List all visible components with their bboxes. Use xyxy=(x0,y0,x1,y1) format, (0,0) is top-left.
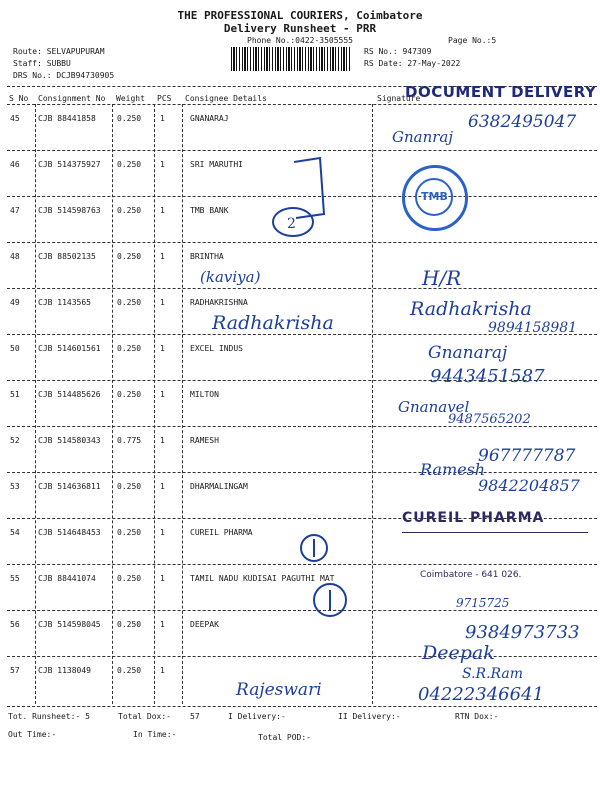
row-pcs: 1 xyxy=(160,528,165,537)
handwritten-signature: H/R xyxy=(422,266,462,290)
row-weight: 0.250 xyxy=(117,252,142,261)
row-consignee: RADHAKRISHNA xyxy=(190,298,248,307)
row-divider xyxy=(7,242,597,243)
row-consignment: CJB 514598045 xyxy=(38,620,101,629)
handwritten-signature: Ramesh xyxy=(420,460,486,479)
rtn-dox: RTN Dox:- xyxy=(455,712,499,721)
row-weight: 0.250 xyxy=(117,390,142,399)
col-consignment: Consignment No xyxy=(38,94,106,103)
cureil-pharma-stamp xyxy=(402,510,592,588)
row-weight: 0.775 xyxy=(117,436,142,445)
circle-scribble xyxy=(268,202,318,242)
row-consignee: TAMIL NADU KUDISAI PAGUTHI MAT xyxy=(190,574,335,583)
row-pcs: 1 xyxy=(160,436,165,445)
handwritten-phone: 6382495047 xyxy=(468,112,577,132)
handwritten-signature: Gnanraj xyxy=(392,128,454,146)
row-consignment: CJB 88502135 xyxy=(38,252,96,261)
row-consignment: CJB 514636811 xyxy=(38,482,101,491)
row-consignment: CJB 88441858 xyxy=(38,114,96,123)
row-consignee: GNANARAJ xyxy=(190,114,229,123)
row-sno: 52 xyxy=(10,436,20,445)
row-sno: 51 xyxy=(10,390,20,399)
row-pcs: 1 xyxy=(160,666,165,675)
row-consignee: EXCEL INDUS xyxy=(190,344,243,353)
handwritten-name: Rajeswari xyxy=(236,680,322,700)
row-sno: 45 xyxy=(10,114,20,123)
row-consignment: CJB 1138049 xyxy=(38,666,91,675)
tmb-bank-stamp xyxy=(402,165,468,231)
cureil-stamp-title: CUREIL PHARMA xyxy=(402,510,545,526)
row-sno: 53 xyxy=(10,482,20,491)
rs-date: RS Date: 27-May-2022 xyxy=(364,59,461,68)
row-pcs: 1 xyxy=(160,252,165,261)
row-consignment: CJB 514375927 xyxy=(38,160,101,169)
handwritten-signature: Deepak xyxy=(422,642,495,664)
row-consignment: CJB 1143565 xyxy=(38,298,91,307)
row-weight: 0.250 xyxy=(117,114,142,123)
col-divider xyxy=(182,104,183,704)
row-sno: 54 xyxy=(10,528,20,537)
handwritten-phone: 9443451587 xyxy=(430,366,545,387)
runsheet-title: Delivery Runsheet - PRR xyxy=(223,22,377,35)
route-label: Route: SELVAPUPURAM xyxy=(13,47,105,56)
row-pcs: 1 xyxy=(160,298,165,307)
row-weight: 0.250 xyxy=(117,160,142,169)
row-divider xyxy=(7,150,597,151)
col-weight: Weight xyxy=(116,94,145,103)
handwritten-phone: 04222346641 xyxy=(418,684,544,705)
col-divider xyxy=(35,104,36,704)
ii-delivery: II Delivery:- xyxy=(338,712,401,721)
handwritten-phone: 9384973733 xyxy=(465,622,580,643)
handwritten-signature: Gnanavel xyxy=(398,398,470,416)
row-consignment: CJB 514580343 xyxy=(38,436,101,445)
col-signature: Signature xyxy=(377,94,421,103)
row-consignee: BRINTHA xyxy=(190,252,224,261)
handwritten-signature: Gnanaraj xyxy=(428,343,508,363)
row-weight: 0.250 xyxy=(117,574,142,583)
row-weight: 0.250 xyxy=(117,344,142,353)
row-consignee: CUREIL PHARMA xyxy=(190,528,253,537)
handwritten-phone: 967777787 xyxy=(478,446,576,466)
row-weight: 0.250 xyxy=(117,528,142,537)
table-header-rule xyxy=(7,104,597,105)
company-title: THE PROFESSIONAL COURIERS, Coimbatore xyxy=(177,9,423,22)
row-sno: 55 xyxy=(10,574,20,583)
phone-number: Phone No.:0422-3505555 xyxy=(247,36,353,45)
row-weight: 0.250 xyxy=(117,206,142,215)
row-sno: 46 xyxy=(10,160,20,169)
total-dox-value: 57 xyxy=(190,712,200,721)
out-time: Out Time:- xyxy=(8,730,57,739)
drs-number: DRS No.: DCJB94730905 xyxy=(13,71,115,80)
col-divider xyxy=(112,104,113,704)
svg-text:2: 2 xyxy=(287,216,296,232)
barcode xyxy=(231,47,351,71)
row-divider xyxy=(7,472,597,473)
handwritten-name: Radhakrisha xyxy=(212,312,334,334)
col-divider xyxy=(154,104,155,704)
col-consignee: Consignee Details xyxy=(185,94,267,103)
row-consignee: RAMESH xyxy=(190,436,219,445)
row-pcs: 1 xyxy=(160,620,165,629)
row-pcs: 1 xyxy=(160,114,165,123)
row-divider xyxy=(7,288,597,289)
row-consignment: CJB 514648453 xyxy=(38,528,101,537)
tmb-stamp-text: TMB xyxy=(421,190,448,203)
row-sno: 47 xyxy=(10,206,20,215)
col-sno: S No xyxy=(9,94,29,103)
page-number: Page No.:5 xyxy=(448,36,497,45)
row-consignment: CJB 88441074 xyxy=(38,574,96,583)
circle-scribble xyxy=(310,580,350,620)
row-pcs: 1 xyxy=(160,344,165,353)
row-divider xyxy=(7,610,597,611)
row-consignment: CJB 514601561 xyxy=(38,344,101,353)
row-divider xyxy=(7,656,597,657)
cureil-stamp-rule xyxy=(402,532,588,533)
handwritten-phone: 9487565202 xyxy=(448,412,531,427)
document-delivery-stamp: DOCUMENT DELIVERY xyxy=(405,83,597,101)
handwritten-phone: 9894158981 xyxy=(488,320,578,336)
row-consignee: TMB BANK xyxy=(190,206,229,215)
row-pcs: 1 xyxy=(160,390,165,399)
col-divider xyxy=(372,104,373,704)
row-pcs: 1 xyxy=(160,482,165,491)
row-weight: 0.250 xyxy=(117,482,142,491)
handwritten-phone: 9715725 xyxy=(456,596,510,610)
handwritten-signature: Radhakrisha xyxy=(410,298,532,320)
total-dox-label: Total Dox:- xyxy=(118,712,171,721)
row-weight: 0.250 xyxy=(117,298,142,307)
row-sno: 57 xyxy=(10,666,20,675)
row-weight: 0.250 xyxy=(117,620,142,629)
footer-rule xyxy=(7,706,597,707)
i-delivery: I Delivery:- xyxy=(228,712,286,721)
total-pod: Total POD:- xyxy=(258,733,311,742)
tot-runsheet: Tot. Runsheet:- 5 xyxy=(8,712,90,721)
row-consignee: DHARMALINGAM xyxy=(190,482,248,491)
staff-label: Staff: SUBBU xyxy=(13,59,71,68)
row-sno: 48 xyxy=(10,252,20,261)
row-consignee: DEEPAK xyxy=(190,620,219,629)
cureil-stamp-city: Coimbatore - 641 026. xyxy=(420,570,522,580)
row-consignee: MILTON xyxy=(190,390,219,399)
row-sno: 49 xyxy=(10,298,20,307)
row-sno: 50 xyxy=(10,344,20,353)
row-consignment: CJB 514598763 xyxy=(38,206,101,215)
row-pcs: 1 xyxy=(160,206,165,215)
rs-number: RS No.: 947309 xyxy=(364,47,432,56)
row-consignment: CJB 514485626 xyxy=(38,390,101,399)
row-consignee: SRI MARUTHI xyxy=(190,160,243,169)
handwritten-phone: 9842204857 xyxy=(478,476,580,495)
handwritten-name: (kaviya) xyxy=(200,268,261,286)
row-sno: 56 xyxy=(10,620,20,629)
circle-scribble xyxy=(296,530,332,566)
col-pcs: PCS xyxy=(157,94,172,103)
handwritten-signature: S.R.Ram xyxy=(462,666,524,682)
row-weight: 0.250 xyxy=(117,666,142,675)
row-pcs: 1 xyxy=(160,160,165,169)
in-time: In Time:- xyxy=(133,730,177,739)
row-pcs: 1 xyxy=(160,574,165,583)
